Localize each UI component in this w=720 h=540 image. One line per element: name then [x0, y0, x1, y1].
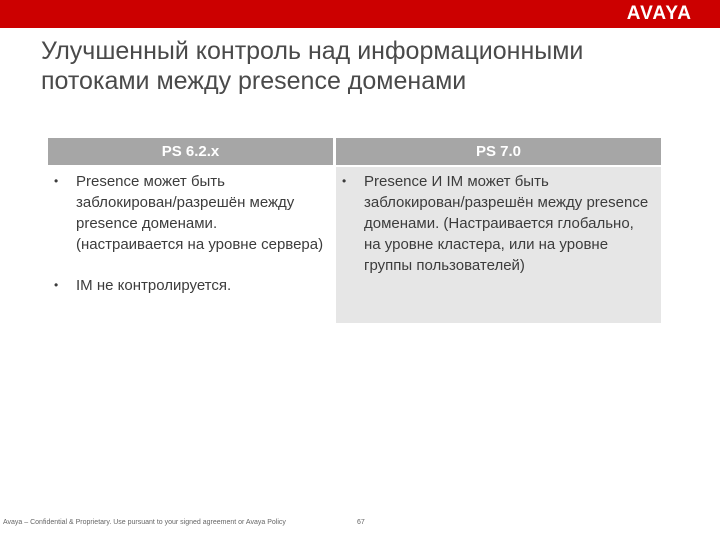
- slide-title: [41, 36, 681, 96]
- table-header-row: [48, 138, 661, 165]
- bullet-icon: •: [54, 174, 59, 188]
- bullet-icon: •: [54, 278, 59, 292]
- cell-ps-6-2: [48, 167, 333, 323]
- avaya-logo: AVAYA: [626, 3, 692, 24]
- bullet-icon: •: [342, 174, 347, 188]
- bullet-text: IM не контролируется.: [76, 277, 232, 294]
- slide-title-line-2: потоками между presence доменами: [41, 67, 467, 95]
- page-number: 67: [357, 519, 365, 526]
- comparison-table: [48, 138, 661, 323]
- list-item: [54, 171, 327, 255]
- list-item: [54, 275, 327, 296]
- bullet-text: Presence И IM может быть заблокирован/разрешён между presence доменами. (Настраивается глобально, на уровне кластера, или на уровне группы пользователей): [364, 173, 649, 274]
- table-body-row: [48, 167, 661, 323]
- bullet-text: Presence может быть заблокирован/разрешён между presence доменами. (настраивается на уровне сервера): [76, 173, 324, 253]
- top-red-bar: [0, 0, 720, 28]
- list-item: [342, 171, 653, 276]
- header-ps-6-2: PS 6.2.x: [48, 138, 333, 165]
- footer-confidential: Avaya – Confidential & Proprietary. Use pursuant to your signed agreement or Avaya Policy: [3, 519, 286, 526]
- slide-title-line-1: Улучшенный контроль над информационными: [41, 37, 584, 65]
- cell-ps-7-0: [336, 167, 661, 323]
- header-ps-7-0: PS 7.0: [336, 138, 661, 165]
